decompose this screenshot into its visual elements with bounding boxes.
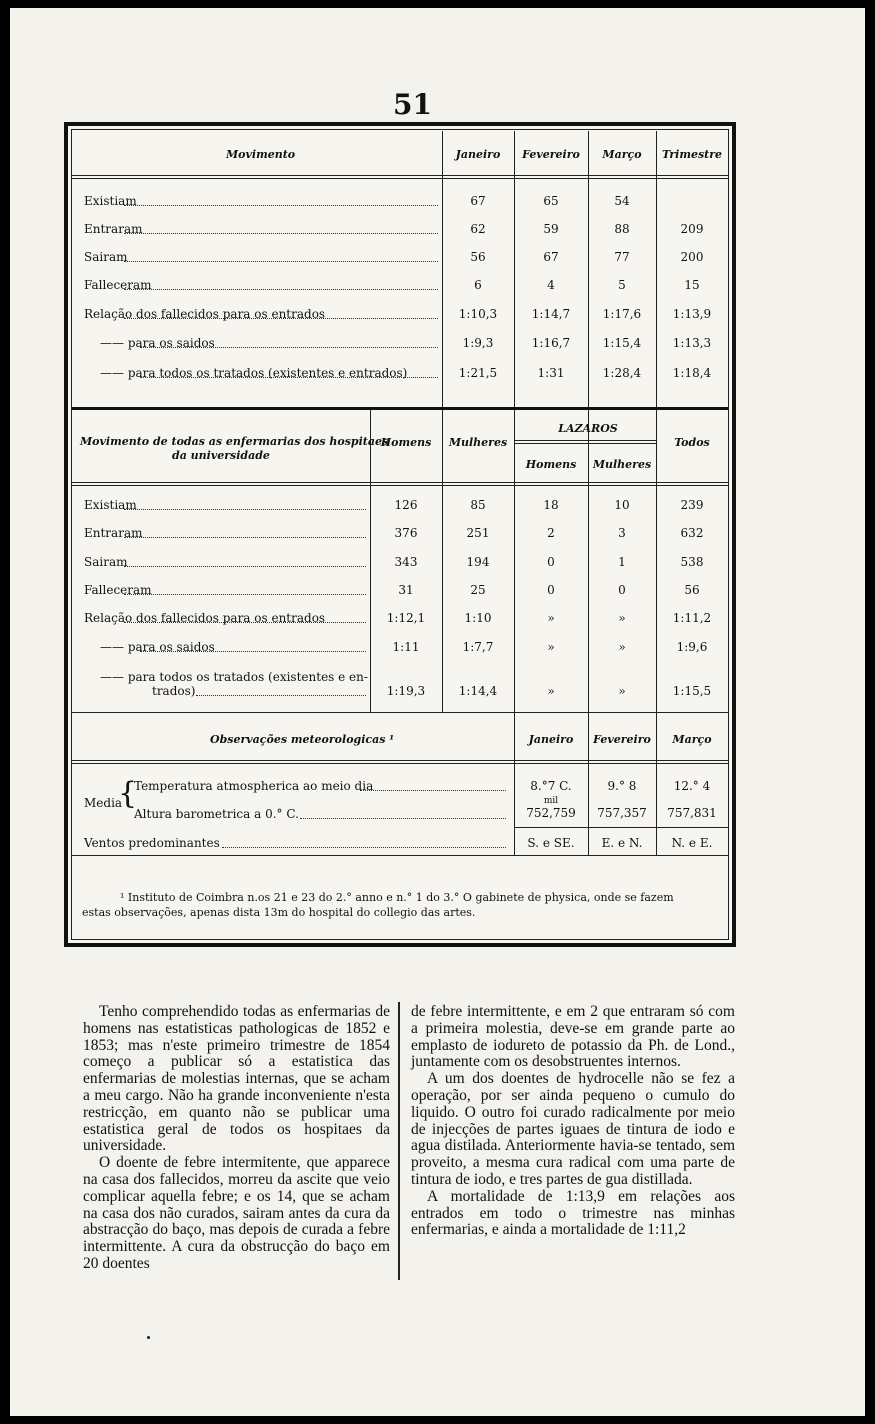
cell-value: 209 — [680, 222, 704, 236]
cell-value: 25 — [470, 583, 486, 597]
dot-leader — [360, 790, 506, 791]
row-label: Relação dos fallecidos para os entrados — [84, 307, 326, 321]
column-rule — [398, 1002, 400, 1280]
row-label: Existiam — [84, 194, 137, 208]
row-label: Ventos predominantes — [84, 836, 220, 850]
cell-value: E. e N. — [601, 836, 643, 850]
dot-leader — [140, 347, 438, 348]
column-header: Março — [602, 148, 642, 161]
dot-leader — [124, 233, 438, 234]
cell-value: 3 — [618, 526, 626, 540]
cell-value: S. e SE. — [527, 836, 575, 850]
cell-value: 200 — [680, 250, 704, 264]
cell-value: 1:9,6 — [676, 640, 708, 654]
cell-value: 1:28,4 — [602, 366, 642, 380]
table-rule — [72, 178, 728, 179]
paragraph: A um dos doentes de hydrocelle não se fez a operação, por ser ainda pequeno o cumulo do liquido. O outro foi curado radicalmente por meio de injecções de partes iguaes de tintura de iodo e agua distilada. Anteriormente havia-se tentado, sem proveito, a mesma cura radical com uma parte de tintura de iodo, e tres partes de gua distillada. — [411, 1070, 735, 1188]
cell-value: 88 — [614, 222, 630, 236]
dot-leader — [124, 594, 366, 595]
paragraph: A mortalidade de 1:13,9 em relações aos entrados em todo o trimestre nas minhas enfermarias, e ainda a mortalidade de 1:11,2 — [411, 1187, 735, 1239]
cell-value: 5 — [618, 278, 626, 292]
cell-value: 1:16,7 — [531, 336, 571, 350]
column-header: Todos — [674, 436, 710, 449]
left-text-column — [83, 1004, 390, 1273]
row-label: Entraram — [84, 526, 143, 540]
cell-value: 752,759 — [526, 806, 576, 820]
cell-value: » — [547, 640, 555, 654]
cell-value: 126 — [394, 498, 418, 512]
column-header: Mulheres — [448, 436, 508, 449]
table-rule — [72, 763, 728, 764]
footnote-line-2: estas observações, apenas dista 13m do hospital do collegio das artes. — [82, 906, 476, 919]
table-rule — [514, 440, 656, 441]
dot-leader — [222, 847, 506, 848]
column-header: Observações meteorologicas ¹ — [210, 733, 395, 746]
table-separator — [72, 407, 728, 410]
cell-value: 538 — [680, 555, 704, 569]
cell-value: 8.°7 C. — [530, 779, 572, 793]
cell-value: 1:15,5 — [672, 684, 712, 698]
cell-value: 1:21,5 — [458, 366, 498, 380]
dot-leader — [124, 205, 438, 206]
cell-value: 85 — [470, 498, 486, 512]
table-rule — [72, 175, 728, 176]
cell-value: 6 — [474, 278, 482, 292]
row-label: —— para os saidos — [100, 336, 215, 350]
row-label: Altura barometrica a 0.° C. — [134, 807, 299, 821]
column-header: Janeiro — [455, 148, 501, 161]
row-label: Falleceram — [84, 583, 152, 597]
cell-value: » — [618, 640, 626, 654]
column-header: Movimento de todas as enfermarias dos hospitaes — [80, 435, 389, 448]
cell-value: 1:18,4 — [672, 366, 712, 380]
cell-value: » — [547, 684, 555, 698]
table-rule — [72, 855, 728, 856]
cell-value: 194 — [466, 555, 490, 569]
cell-value: 56 — [684, 583, 700, 597]
table-rule — [72, 485, 728, 486]
footnote-line-1: ¹ Instituto de Coimbra n.os 21 e 23 do 2.° anno e n.° 1 do 3.° O gabinete de physica, onde se fazem — [120, 891, 674, 904]
cell-value: » — [547, 611, 555, 625]
row-label: Relação dos fallecidos para os entrados — [84, 611, 326, 625]
cell-value: 15 — [684, 278, 700, 292]
footnote — [82, 890, 722, 920]
cell-value: 56 — [470, 250, 486, 264]
dot-leader — [124, 622, 366, 623]
column-header: Fevereiro — [593, 733, 651, 746]
row-label: —— para todos os tratados (existentes e en- — [100, 670, 368, 684]
column-header: Homens — [380, 436, 432, 449]
row-label: Media — [84, 796, 123, 810]
cell-value: 31 — [398, 583, 414, 597]
paragraph: de febre intermittente, e em 2 que entraram só com a primeira molestia, deve-se em grande parte ao emplasto de iodureto de potassio da Ph. de Lond., juntamente com os desobstruentes internos. — [411, 1003, 735, 1071]
cell-value: 1:7,7 — [462, 640, 494, 654]
cell-value: » — [618, 611, 626, 625]
cell-value: 9.° 8 — [607, 779, 637, 793]
cell-value: 2 — [547, 526, 555, 540]
cell-value: 1:31 — [537, 366, 565, 380]
row-label: Temperatura atmospherica ao meio dia — [134, 779, 374, 793]
cell-value: 67 — [543, 250, 559, 264]
column-header: Mulheres — [592, 458, 652, 471]
cell-value: 1:10 — [464, 611, 492, 625]
dot-leader — [124, 261, 438, 262]
cell-value: 1:9,3 — [462, 336, 494, 350]
ink-speck — [147, 1336, 150, 1339]
column-header: LAZAROS — [558, 422, 618, 435]
table-rule — [72, 760, 728, 761]
row-label: trados) — [152, 684, 196, 698]
dot-leader — [124, 566, 366, 567]
cell-value: 1:14,4 — [458, 684, 498, 698]
paragraph: O doente de febre intermitente, que apparece na casa dos fallecidos, morreu da ascite que veio complicar aquella febre; e os 14, que se acham na casa dos não curados, sairam antes da cura da abstracção do baço, mas depois de curada a febre intermittente. A cura da obstrucção do baço em 20 doentes — [83, 1154, 390, 1272]
unit-label: mil — [543, 796, 559, 806]
cell-value: 59 — [543, 222, 559, 236]
dot-leader — [140, 377, 438, 378]
row-label: Falleceram — [84, 278, 152, 292]
table-rule — [514, 827, 728, 828]
cell-value: 632 — [680, 526, 704, 540]
cell-value: 1:12,1 — [386, 611, 426, 625]
row-label: Sairam — [84, 250, 128, 264]
cell-value: 1 — [618, 555, 626, 569]
brace-glyph: { — [118, 776, 138, 811]
row-label: Existiam — [84, 498, 137, 512]
cell-value: 10 — [614, 498, 630, 512]
cell-value: 1:11 — [392, 640, 420, 654]
dot-leader — [124, 318, 438, 319]
column-header: Homens — [525, 458, 577, 471]
cell-value: 343 — [394, 555, 418, 569]
cell-value: 67 — [470, 194, 486, 208]
paragraph: Tenho comprehendido todas as enfermarias de homens nas estatisticas pathologicas de 1852 e 1853; mas n'este primeiro trimestre de 1854 começo a publicar só a estatistica das enfermarias de molestias internas, que se acham a meu cargo. Não ha grande inconveniente n'esta restricção, em quanto não se publicar uma estatistica geral de todos os hospitaes da universidade. — [83, 1003, 390, 1155]
cell-value: 1:19,3 — [386, 684, 426, 698]
cell-value: 77 — [614, 250, 630, 264]
cell-value: 0 — [547, 555, 555, 569]
table-rule — [72, 712, 728, 713]
page-number: 51 — [393, 88, 432, 121]
dot-leader — [124, 537, 366, 538]
cell-value: 1:14,7 — [531, 307, 571, 321]
dot-leader — [140, 651, 366, 652]
cell-value: 1:15,4 — [602, 336, 642, 350]
column-header: Março — [672, 733, 712, 746]
cell-value: 54 — [614, 194, 630, 208]
right-text-column — [411, 1004, 735, 1239]
dot-leader — [300, 818, 506, 819]
cell-value: 239 — [680, 498, 704, 512]
cell-value: » — [618, 684, 626, 698]
cell-value: N. e E. — [671, 836, 713, 850]
cell-value: 251 — [466, 526, 490, 540]
cell-value: 757,357 — [597, 806, 647, 820]
cell-value: 757,831 — [667, 806, 717, 820]
row-label: —— para todos os tratados (existentes e entrados) — [100, 366, 408, 380]
cell-value: 376 — [394, 526, 418, 540]
cell-value: 1:13,3 — [672, 336, 712, 350]
cell-value: 0 — [547, 583, 555, 597]
cell-value: 1:17,6 — [602, 307, 642, 321]
cell-value: 18 — [543, 498, 559, 512]
row-label: Sairam — [84, 555, 128, 569]
column-header: Janeiro — [528, 733, 574, 746]
cell-value: 62 — [470, 222, 486, 236]
column-header: Fevereiro — [522, 148, 580, 161]
cell-value: 1:10,3 — [458, 307, 498, 321]
dot-leader — [124, 509, 366, 510]
column-header: Movimento — [226, 148, 296, 161]
table-rule — [514, 443, 656, 444]
cell-value: 1:11,2 — [672, 611, 712, 625]
cell-value: 65 — [543, 194, 559, 208]
column-header: Trimestre — [661, 148, 723, 161]
dot-leader — [124, 289, 438, 290]
cell-value: 4 — [547, 278, 555, 292]
cell-value: 1:13,9 — [672, 307, 712, 321]
dot-leader — [196, 695, 366, 696]
column-header: da universidade — [172, 449, 270, 462]
cell-value: 12.° 4 — [673, 779, 711, 793]
cell-value: 0 — [618, 583, 626, 597]
table-rule — [72, 482, 728, 483]
row-label: —— para os saidos — [100, 640, 215, 654]
row-label: Entraram — [84, 222, 143, 236]
